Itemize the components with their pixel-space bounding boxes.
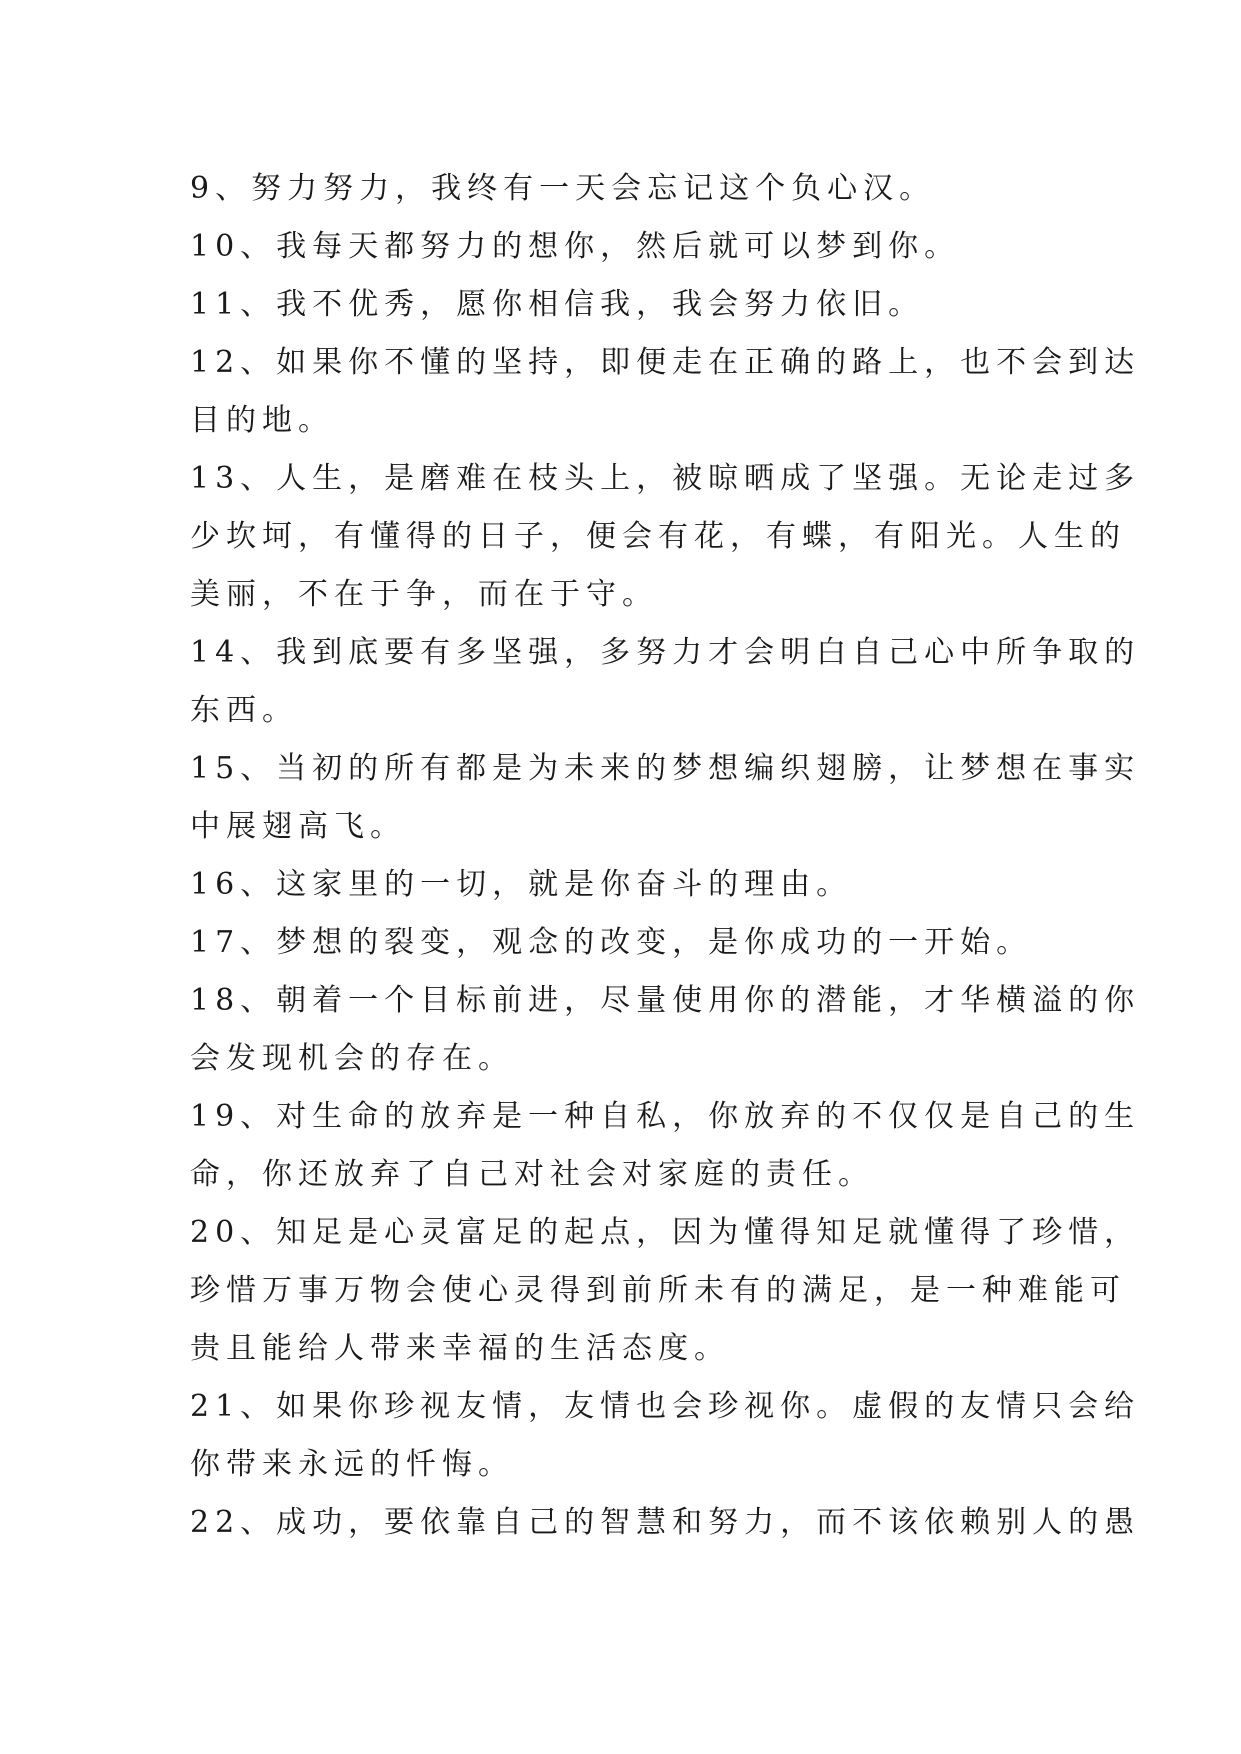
text-line: 18、朝着一个目标前进，尽量使用你的潜能，才华横溢的你	[190, 983, 1141, 1018]
text-line: 14、我到底要有多坚强，多努力才会明白自己心中所争取的	[190, 635, 1141, 670]
text-line: 15、当初的所有都是为未来的梦想编织翅膀，让梦想在事实	[190, 751, 1141, 786]
text-line: 19、对生命的放弃是一种自私，你放弃的不仅仅是自己的生	[190, 1099, 1141, 1134]
text-line: 13、人生，是磨难在枝头上，被晾晒成了坚强。无论走过多	[190, 461, 1141, 496]
text-line: 12、如果你不懂的坚持，即便走在正确的路上，也不会到达	[190, 345, 1141, 380]
text-line: 命，你还放弃了自己对社会对家庭的责任。	[190, 1157, 874, 1192]
text-line: 22、成功，要依靠自己的智慧和努力，而不该依赖别人的愚	[190, 1505, 1141, 1540]
text-line: 16、这家里的一切，就是你奋斗的理由。	[190, 867, 853, 902]
text-line: 20、知足是心灵富足的起点，因为懂得知足就懂得了珍惜，	[190, 1215, 1141, 1250]
text-line: 目的地。	[190, 403, 334, 438]
text-line: 21、如果你珍视友情，友情也会珍视你。虚假的友情只会给	[190, 1389, 1141, 1424]
text-line: 东西。	[190, 693, 298, 728]
text-line: 11、我不优秀，愿你相信我，我会努力依旧。	[190, 287, 925, 322]
text-line: 中展翅高飞。	[190, 809, 406, 844]
text-line: 美丽，不在于争，而在于守。	[190, 577, 658, 612]
text-line: 会发现机会的存在。	[190, 1041, 514, 1076]
text-line: 17、梦想的裂变，观念的改变，是你成功的一开始。	[190, 925, 1033, 960]
text-line: 你带来永远的忏悔。	[190, 1447, 514, 1482]
text-line: 10、我每天都努力的想你，然后就可以梦到你。	[190, 229, 961, 264]
document-body	[190, 160, 1141, 1552]
text-line: 贵且能给人带来幸福的生活态度。	[190, 1331, 730, 1366]
text-line: 9、努力努力，我终有一天会忘记这个负心汉。	[190, 171, 936, 206]
text-line: 珍惜万事万物会使心灵得到前所未有的满足，是一种难能可	[190, 1273, 1126, 1308]
text-line: 少坎坷，有懂得的日子，便会有花，有蝶，有阳光。人生的	[190, 519, 1126, 554]
